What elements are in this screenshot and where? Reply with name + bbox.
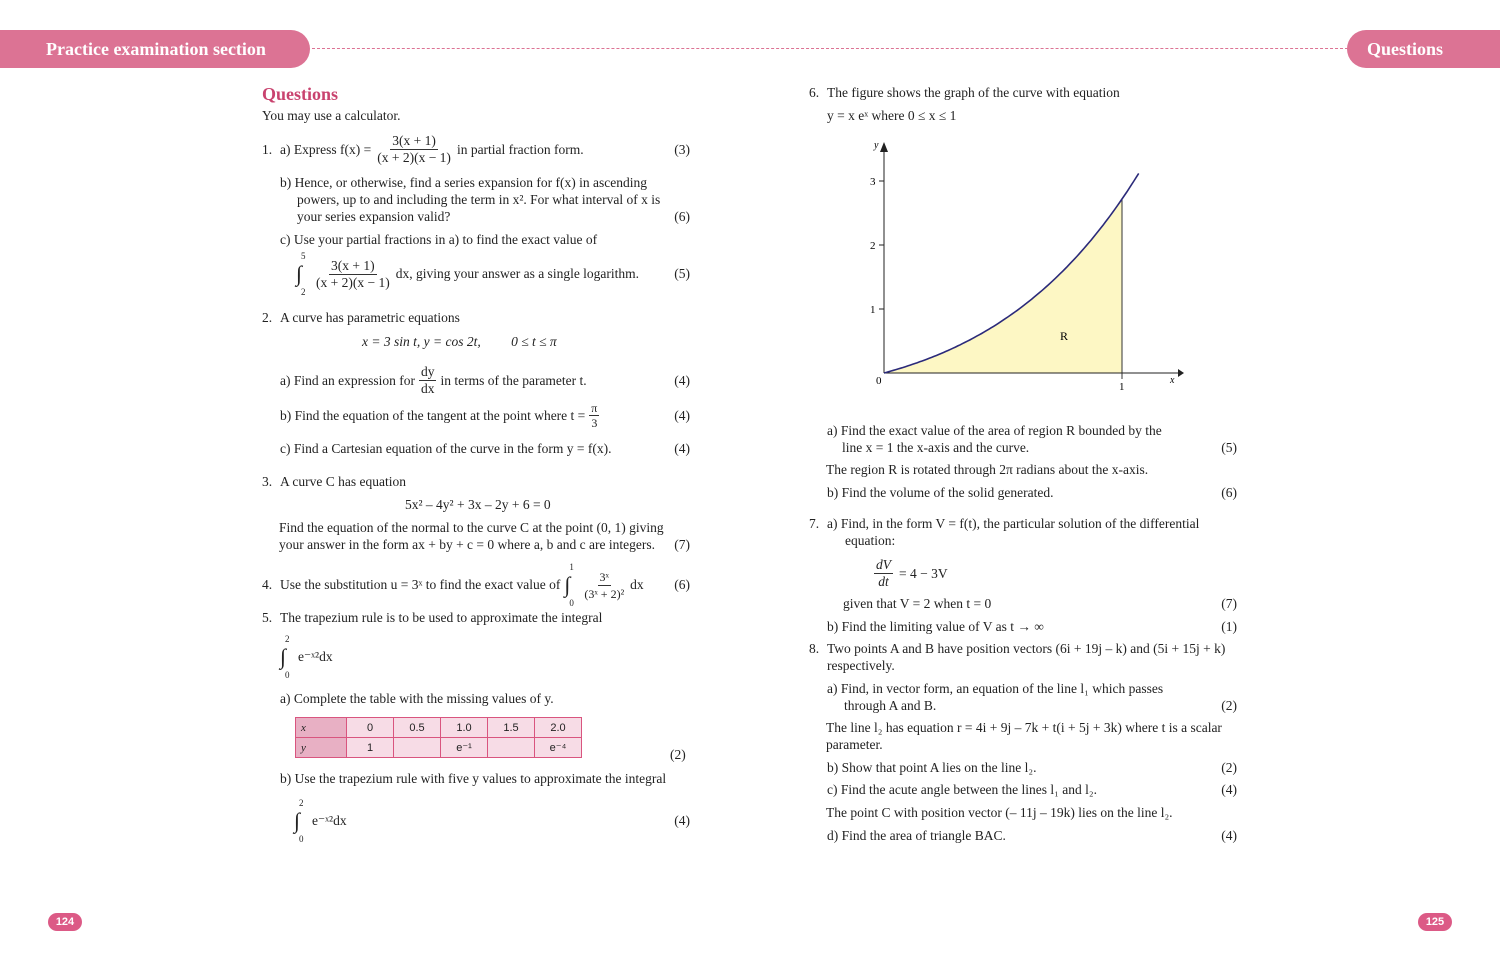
q1b-row (297, 209, 690, 225)
q6a-line2: line x = 1 the x-axis and the curve. (842, 440, 1030, 455)
q5b-content (294, 798, 347, 844)
denominator: (x + 2)(x − 1) (377, 150, 451, 165)
q6-number: 6. (809, 85, 820, 100)
q8a-line1: a) Find, in vector form, an equation of the line l₁ which passes (827, 681, 1164, 696)
numerator: π (591, 401, 598, 415)
x-axis-arrow-icon (1178, 369, 1184, 377)
q8d-text: d) Find the area of triangle BAC. (827, 828, 1006, 843)
q7-derivative (874, 557, 893, 590)
q1a-text: a) Express f(x) = (280, 141, 372, 157)
x-tick-label: 0 (876, 375, 882, 387)
q7-number: 7. (809, 516, 820, 531)
q8d-marks: (4) (1221, 828, 1237, 843)
section-title: Practice examination section (46, 39, 266, 59)
q8-line-l2-text: The line l₂ has equation r = 4i + 9j – 7k + t(i + 5j + 3k) where t is a scalar (826, 720, 1222, 735)
q5b-integral (294, 798, 308, 844)
q8-number: 8. (809, 641, 820, 656)
numerator: dV (876, 557, 891, 572)
table-cell-empty[interactable] (394, 738, 441, 758)
q6-rotation-text: The region R is rotated through 2π radians about the x-axis. (826, 462, 1149, 477)
denominator: (x + 2)(x − 1) (316, 274, 390, 290)
table-header-y: y (296, 738, 347, 758)
q5-integral-row (280, 634, 333, 680)
q5b-marks: (4) (674, 813, 690, 828)
q2a-marks: (4) (674, 372, 690, 388)
integral-upper: 2 (285, 634, 290, 644)
q1c-line1: c) Use your partial fractions in a) to find the exact value of (280, 232, 598, 247)
q6a-marks: (5) (1221, 440, 1237, 455)
q8d-row (827, 828, 1237, 844)
q5-integral (280, 634, 294, 680)
q7-equation-rhs: = 4 − 3V (899, 565, 948, 581)
q8a-row (844, 698, 1237, 714)
q2a-text-end: in terms of the parameter t. (440, 372, 587, 388)
q8-point-c-text: The point C with position vector (– 11j – 19k) lies on the line l₂. (826, 805, 1173, 820)
q1a-row (280, 133, 690, 166)
q1a-fraction (375, 133, 453, 166)
denominator: dx (420, 381, 435, 396)
q1a-text-end: in partial fraction form. (456, 141, 584, 157)
q8a-line2: through A and B. (844, 698, 937, 713)
q6-line2: y = x eˣ where 0 ≤ x ≤ 1 (827, 108, 957, 123)
questions-header-title: Questions (1367, 39, 1444, 59)
q1a-marks: (3) (674, 141, 690, 157)
q7a-condition-row (843, 596, 1237, 612)
q3-text: A curve C has equation (280, 474, 406, 489)
curve-graph (850, 130, 1190, 400)
questions-header (1347, 30, 1500, 68)
q1b-marks: (6) (674, 209, 690, 224)
q8-line2: respectively. (827, 658, 895, 673)
q3-row (279, 537, 690, 553)
intro-text: You may use a calculator. (262, 108, 401, 123)
q8b-row (827, 760, 1237, 776)
q4-integral (564, 562, 578, 608)
q6b-marks: (6) (1221, 485, 1237, 500)
numerator: 3(x + 1) (331, 257, 375, 273)
integral-upper: 2 (299, 798, 304, 808)
integral-sign-icon: ∫ (280, 644, 287, 669)
q8b-marks: (2) (1221, 760, 1237, 775)
section-header (0, 30, 310, 68)
q1c-content (296, 251, 639, 297)
q2-text: A curve has parametric equations (280, 310, 460, 325)
q1a-content (280, 133, 584, 166)
table-cell: e⁻¹ (441, 738, 488, 758)
q8c-row (827, 782, 1237, 798)
q7a-line1: a) Find, in the form V = f(t), the particular solution of the differential (827, 516, 1200, 531)
y-axis-label: y (874, 140, 879, 151)
numerator: dy (420, 364, 435, 379)
q4-fraction (582, 569, 626, 602)
table-cell: 1.0 (441, 718, 488, 738)
integral-lower: 0 (299, 834, 304, 844)
numerator: 3(x + 1) (392, 133, 436, 148)
integral-sign-icon: ∫ (564, 572, 571, 597)
table-row-y (296, 738, 582, 758)
q5a-marks: (2) (670, 747, 686, 762)
denominator: 3 (591, 416, 598, 430)
x-axis-label: x (1170, 375, 1175, 386)
q8c-marks: (4) (1221, 782, 1237, 797)
q1c-text-end: dx, giving your answer as a single logarithm. (395, 266, 640, 281)
q7a-marks: (7) (1221, 596, 1237, 611)
integral-upper: 5 (301, 251, 306, 261)
integral-lower: 0 (285, 670, 290, 680)
table-cell: 0 (347, 718, 394, 738)
y-tick-label: 3 (870, 176, 876, 188)
y-tick-label: 1 (870, 304, 876, 316)
integral-lower: 0 (569, 598, 574, 608)
q7-condition: given that V = 2 when t = 0 (843, 596, 992, 611)
page-heading: Questions (262, 84, 339, 104)
q6-line1: The figure shows the graph of the curve with equation (827, 85, 1120, 100)
q8-line1: Two points A and B have position vectors (6i + 19j – k) and (5i + 15j + k) (827, 641, 1226, 656)
q8-parameter-text: parameter. (826, 737, 883, 752)
page-number-left: 124 (48, 913, 82, 931)
page-number-right: 125 (1418, 913, 1452, 931)
q7-equation-row (874, 557, 948, 590)
table-cell: 1 (347, 738, 394, 758)
q1c-fraction (314, 258, 392, 291)
q2c-marks: (4) (674, 441, 690, 456)
q2a-row (280, 364, 690, 397)
table-cell: 0.5 (394, 718, 441, 738)
q4-content (280, 562, 644, 608)
q3-equation: 5x² – 4y² + 3x – 2y + 6 = 0 (405, 497, 551, 512)
q5-integrand: e⁻ˣ²dx (298, 649, 333, 664)
q2b-text: b) Find the equation of the tangent at the point where t = (280, 407, 586, 423)
q2c-row (280, 441, 690, 457)
integral-lower: 2 (301, 287, 306, 297)
q6b-text: b) Find the volume of the solid generated. (827, 485, 1054, 500)
table-row-x (296, 718, 582, 738)
q5b-integrand: e⁻ˣ²dx (312, 813, 347, 828)
q2b-row (280, 401, 690, 430)
q7b-text: b) Find the limiting value of V as t → ∞ (827, 619, 1044, 634)
y-axis-arrow-icon (880, 142, 888, 152)
q5b-text: b) Use the trapezium rule with five y values to approximate the integral (280, 771, 667, 786)
q1-number: 1. (262, 142, 273, 157)
q1c-marks: (5) (674, 266, 690, 281)
q5b-row (294, 798, 690, 844)
y-tick-label: 2 (870, 240, 876, 252)
denominator: dt (878, 574, 889, 589)
q2b-content (280, 401, 599, 430)
q4-row (280, 562, 690, 608)
trapezium-table (295, 717, 582, 758)
integral-sign-icon: ∫ (296, 261, 303, 286)
table-cell: 1.5 (488, 718, 535, 738)
q8a-marks: (2) (1221, 698, 1237, 713)
x-tick-label: 1 (1119, 381, 1125, 393)
q6a-line1: a) Find the exact value of the area of region R bounded by the (827, 423, 1162, 438)
q1b-line1: b) Hence, or otherwise, find a series expansion for f(x) in ascending (280, 175, 647, 190)
q1c-integral (296, 251, 310, 297)
q4-dx: dx (630, 577, 644, 592)
q7b-marks: (1) (1221, 619, 1237, 634)
q2-equation: x = 3 sin t, y = cos 2t, 0 ≤ t ≤ π (362, 334, 557, 349)
q2c-text: c) Find a Cartesian equation of the curve in the form y = f(x). (280, 441, 612, 456)
q2a-content (280, 364, 587, 397)
q2a-fraction (419, 364, 437, 397)
q6a-row (842, 440, 1237, 456)
table-cell-empty[interactable] (488, 738, 535, 758)
q8c-text: c) Find the acute angle between the lines l₁ and l₂. (827, 782, 1097, 797)
q2b-fraction (589, 401, 599, 430)
q5-number: 5. (262, 610, 273, 625)
integral-sign-icon: ∫ (294, 808, 301, 833)
q2b-marks: (4) (674, 407, 690, 423)
q3-marks: (7) (674, 537, 690, 552)
q2-number: 2. (262, 310, 273, 325)
q7a-line2: equation: (845, 533, 896, 548)
region-r-fill (884, 199, 1122, 373)
q1b-line2: powers, up to and including the term in x². For what interval of x is (297, 192, 661, 207)
region-label: R (1060, 329, 1069, 343)
q4-text: Use the substitution u = 3ˣ to find the exact value of (280, 577, 561, 592)
table-header-x: x (296, 718, 347, 738)
q4-marks: (6) (674, 577, 690, 592)
q3-line2: your answer in the form ax + by + c = 0 where a, b and c are integers. (279, 537, 655, 552)
q7b-row (827, 619, 1237, 635)
q6b-row (827, 485, 1237, 501)
q5a-text: a) Complete the table with the missing values of y. (280, 691, 554, 706)
q1b-line3: your series expansion valid? (297, 209, 451, 224)
q8b-text: b) Show that point A lies on the line l₂. (827, 760, 1037, 775)
table-cell: e⁻⁴ (535, 738, 582, 758)
table-cell: 2.0 (535, 718, 582, 738)
q5-text: The trapezium rule is to be used to approximate the integral (280, 610, 603, 625)
q4-number: 4. (262, 577, 273, 592)
q1c-row (296, 251, 690, 297)
q3-line1: Find the equation of the normal to the curve C at the point (0, 1) giving (279, 520, 664, 535)
integral-upper: 1 (569, 562, 574, 572)
q2a-text: a) Find an expression for (280, 372, 415, 388)
q3-number: 3. (262, 474, 273, 489)
denominator: (3ˣ + 2)² (584, 586, 625, 601)
numerator: 3ˣ (599, 569, 609, 584)
header-divider (312, 48, 1348, 49)
